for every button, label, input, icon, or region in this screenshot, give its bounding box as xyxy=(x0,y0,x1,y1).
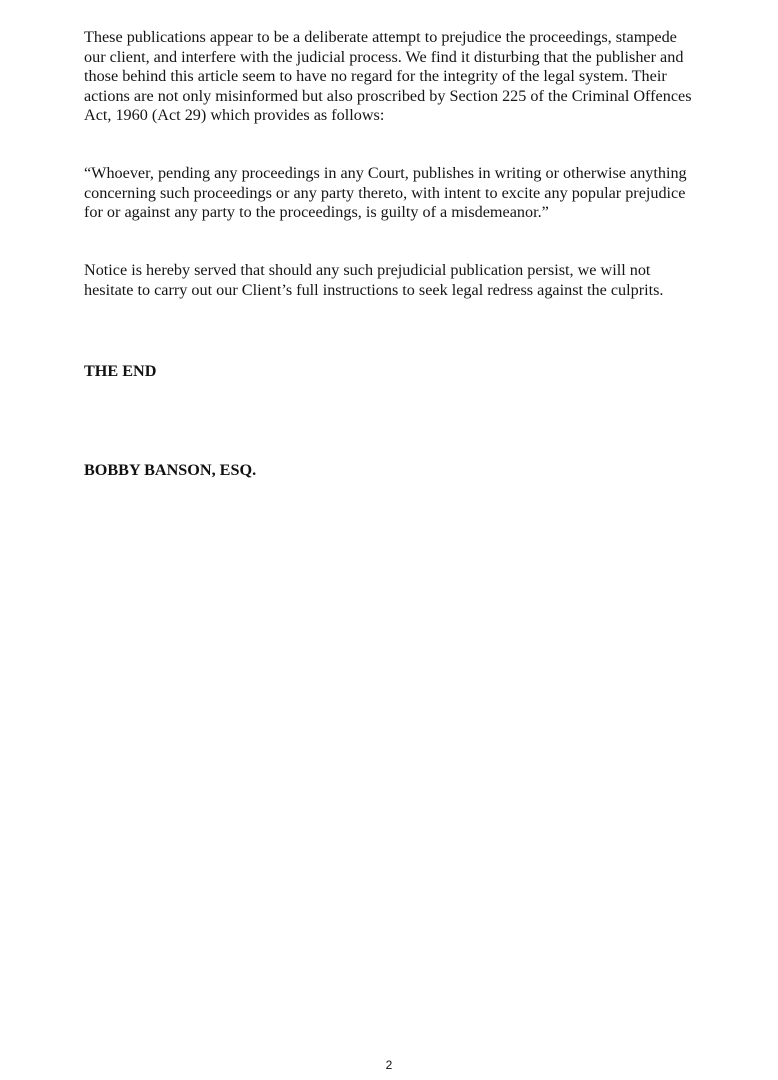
quoted-statute-paragraph: “Whoever, pending any proceedings in any Court, publishes in writing or otherwise anything concerning such proceedings or any party thereto, with intent to excite any popular prejudice for or against any party to the proceedings, is guilty of a misdemeanor.” xyxy=(84,164,687,221)
signatory-name: BOBBY BANSON, ESQ. xyxy=(84,461,257,479)
page-number: 2 xyxy=(385,1058,393,1072)
body-paragraph-1: These publications appear to be a deliberate attempt to prejudice the proceedings, stampede our client, and interfere with the judicial process. We find it disturbing that the publisher and those behind this article seem to have no regard for the integrity of the legal system. Their actions are not only misinformed but also proscribed by Section 225 of the Criminal Offences Act, 1960 (Act 29) which provides as follows: xyxy=(84,28,692,124)
notice-paragraph: Notice is hereby served that should any such prejudicial publication persist, we will not hesitate to carry out our Client’s full instructions to seek legal redress against the culprits. xyxy=(84,261,664,299)
closing-heading: THE END xyxy=(84,362,157,380)
